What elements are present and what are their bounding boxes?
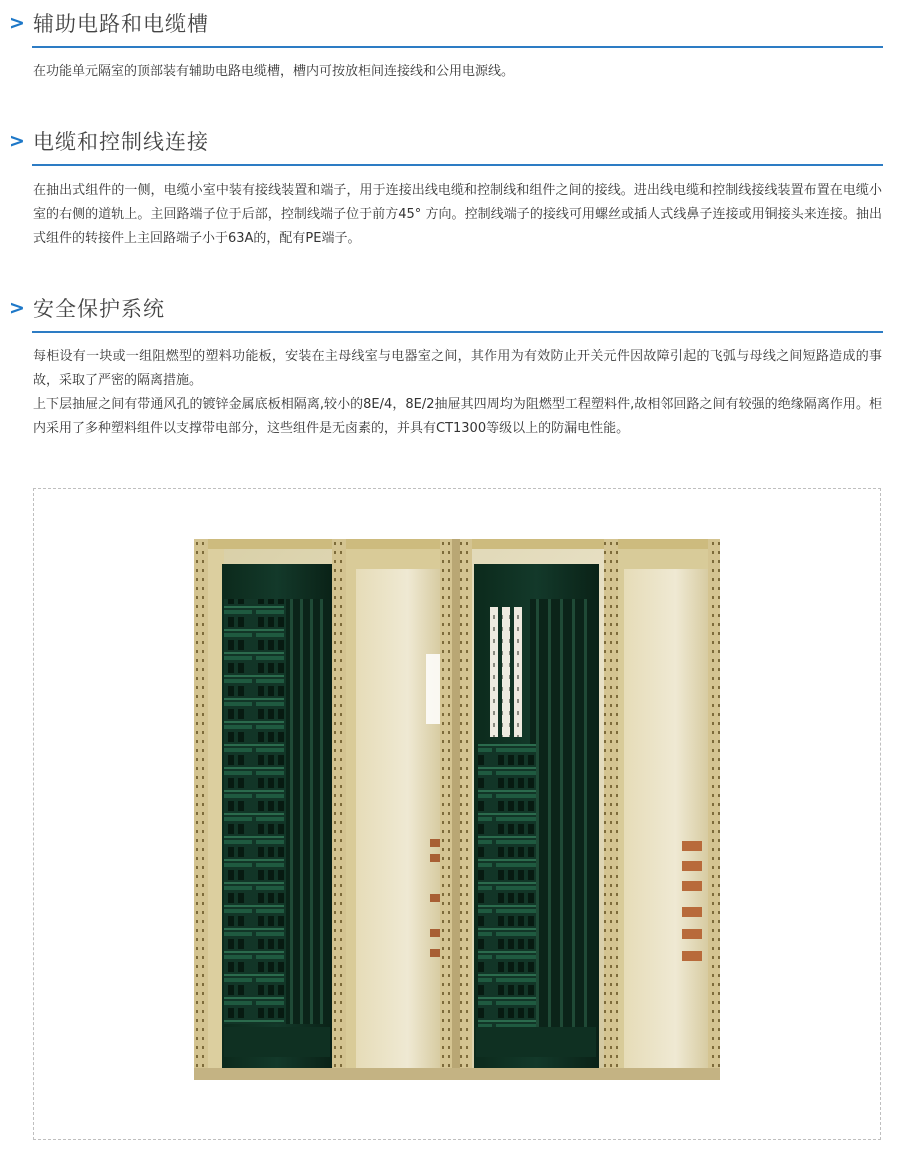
section-header <box>0 4 900 48</box>
section-divider <box>32 331 883 333</box>
image-frame <box>33 488 881 1140</box>
section-divider <box>32 164 883 166</box>
section-divider <box>32 46 883 48</box>
section-cable-connection <box>0 122 900 246</box>
chevron-right-icon: > <box>9 297 25 319</box>
section-body <box>33 179 882 251</box>
section-safety <box>0 289 900 436</box>
paragraph: 每柜设有一块或一组阻燃型的塑料功能板，安装在主母线室与电器室之间，其作用为有效防止开关元件因故障引起的飞弧与母线之间短路造成的事故，采取了严密的隔离措施。 <box>33 349 882 388</box>
section-body <box>33 345 882 441</box>
section-title: 辅助电路和电缆槽 <box>33 12 209 36</box>
paragraph: 在抽出式组件的一侧，电缆小室中装有接线装置和端子，用于连接出线电缆和控制线和组件之间的接线。进出线电缆和控制线接线装置布置在电缆小室的右侧的道轨上。主回路端子位于后部，控制线端子位于前方45° 方向。控制线端子的接线可用螺丝或插人式线鼻子连接或用铜接头来连接。抽出式组件的转接件上主回路端子小于63A的，配有PE端子。 <box>33 183 882 246</box>
paragraph: 上下层抽屉之间有带通风孔的镀锌金属底板相隔离,较小的8E/4，8E/2抽屉其四周均为阻燃型工程塑料件,故相邻回路之间有较强的绝缘隔离作用。柜内采用了多种塑料组件以支撑带电部分，这些组件是无卤素的，并具有CT1300等级以上的防漏电性能。 <box>33 397 882 436</box>
chevron-right-icon: > <box>9 130 25 152</box>
section-aux-circuit <box>0 4 900 79</box>
section-body <box>33 60 882 84</box>
section-header <box>0 122 900 166</box>
switchgear-cabinet-photo <box>194 539 720 1080</box>
section-header <box>0 289 900 333</box>
section-title: 电缆和控制线连接 <box>33 130 209 154</box>
chevron-right-icon: > <box>9 12 25 34</box>
section-title: 安全保护系统 <box>33 297 165 321</box>
paragraph: 在功能单元隔室的顶部装有辅助电路电缆槽，槽内可按放柜间连接线和公用电源线。 <box>33 64 515 79</box>
